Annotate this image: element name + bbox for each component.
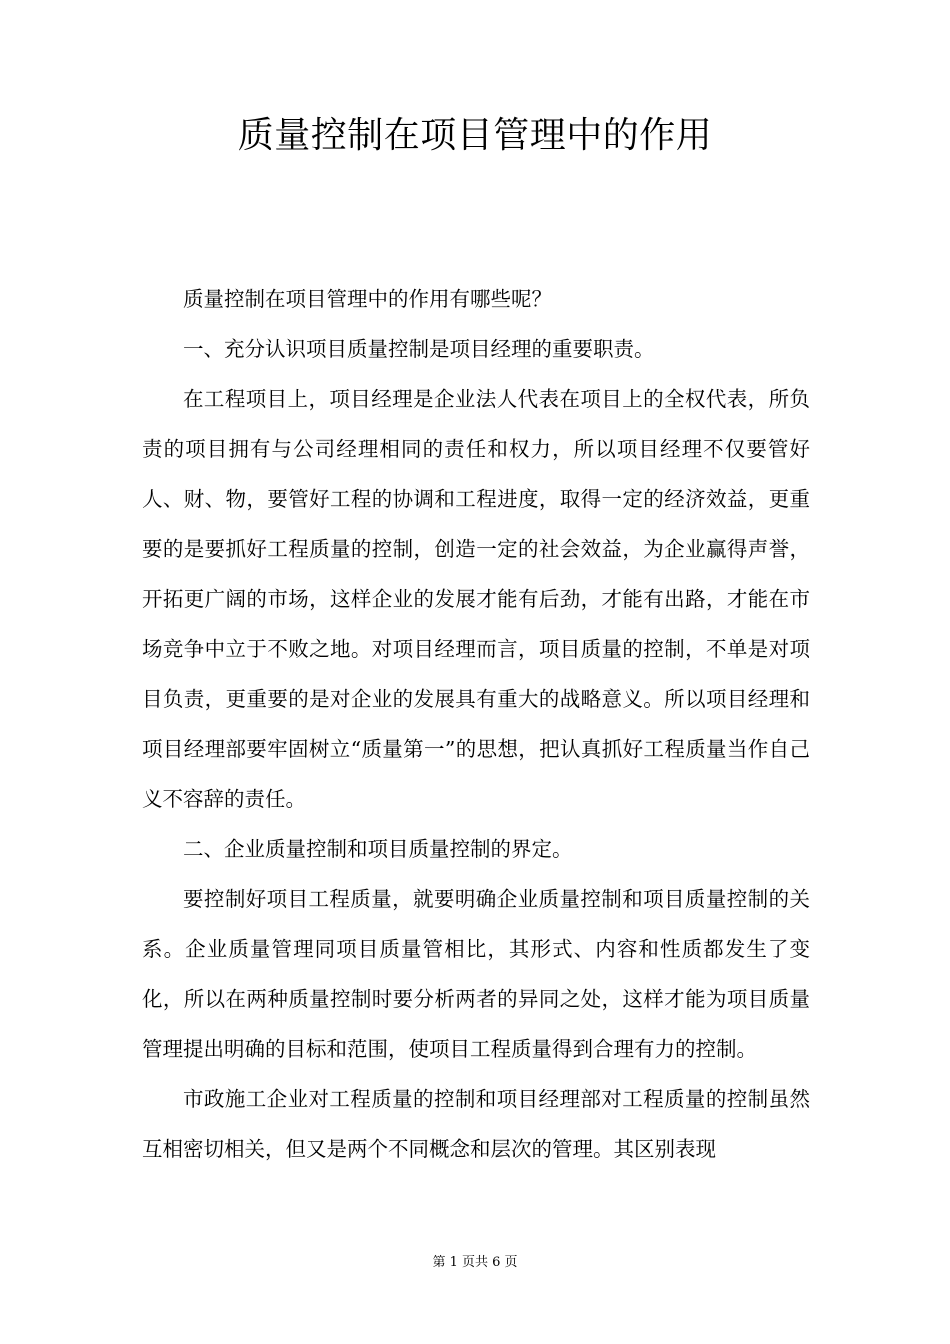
page-number-footer: 第 1 页共 6 页 (432, 1255, 518, 1270)
paragraph-quality-relationship: 要控制好项目工程质量，就要明确企业质量控制和项目质量控制的关系。企业质量管理同项目质量管相比，其形式、内容和性质都发生了变化，所以在两种质量控制时要分析两者的异同之处，这样才能为项目质量管理提出明确的目标和范围，使项目工程质量得到合理有力的控制。 (142, 887, 810, 1061)
document-title: 质量控制在项目管理中的作用 (237, 115, 713, 156)
paragraph-municipal-enterprise: 市政施工企业对工程质量的控制和项目经理部对工程质量的控制虽然互相密切相关，但又是两个不同概念和层次的管理。其区别表现 (142, 1087, 810, 1161)
paragraph-heading-one: 一、充分认识项目质量控制是项目经理的重要职责。 (183, 337, 655, 361)
paragraph-intro-question: 质量控制在项目管理中的作用有哪些呢？ (183, 287, 552, 311)
paragraph-heading-two: 二、企业质量控制和项目质量控制的界定。 (183, 837, 573, 861)
paragraph-project-manager-role: 在工程项目上，项目经理是企业法人代表在项目上的全权代表，所负责的项目拥有与公司经理相同的责任和权力，所以项目经理不仅要管好人、财、物，要管好工程的协调和工程进度，取得一定的经济效益，更重要的是要抓好工程质量的控制，创造一定的社会效益，为企业赢得声誉，开拓更广阔的市场，这样企业的发展才能有后劲，才能有出路，才能在市场竞争中立于不败之地。对项目经理而言，项目质量的控制，不单是对项目负责，更重要的是对企业的发展具有重大的战略意义。所以项目经理和项目经理部要牢固树立“质量第一”的思想，把认真抓好工程质量当作自己义不容辞的责任。 (142, 387, 810, 811)
document-body (142, 274, 810, 1174)
